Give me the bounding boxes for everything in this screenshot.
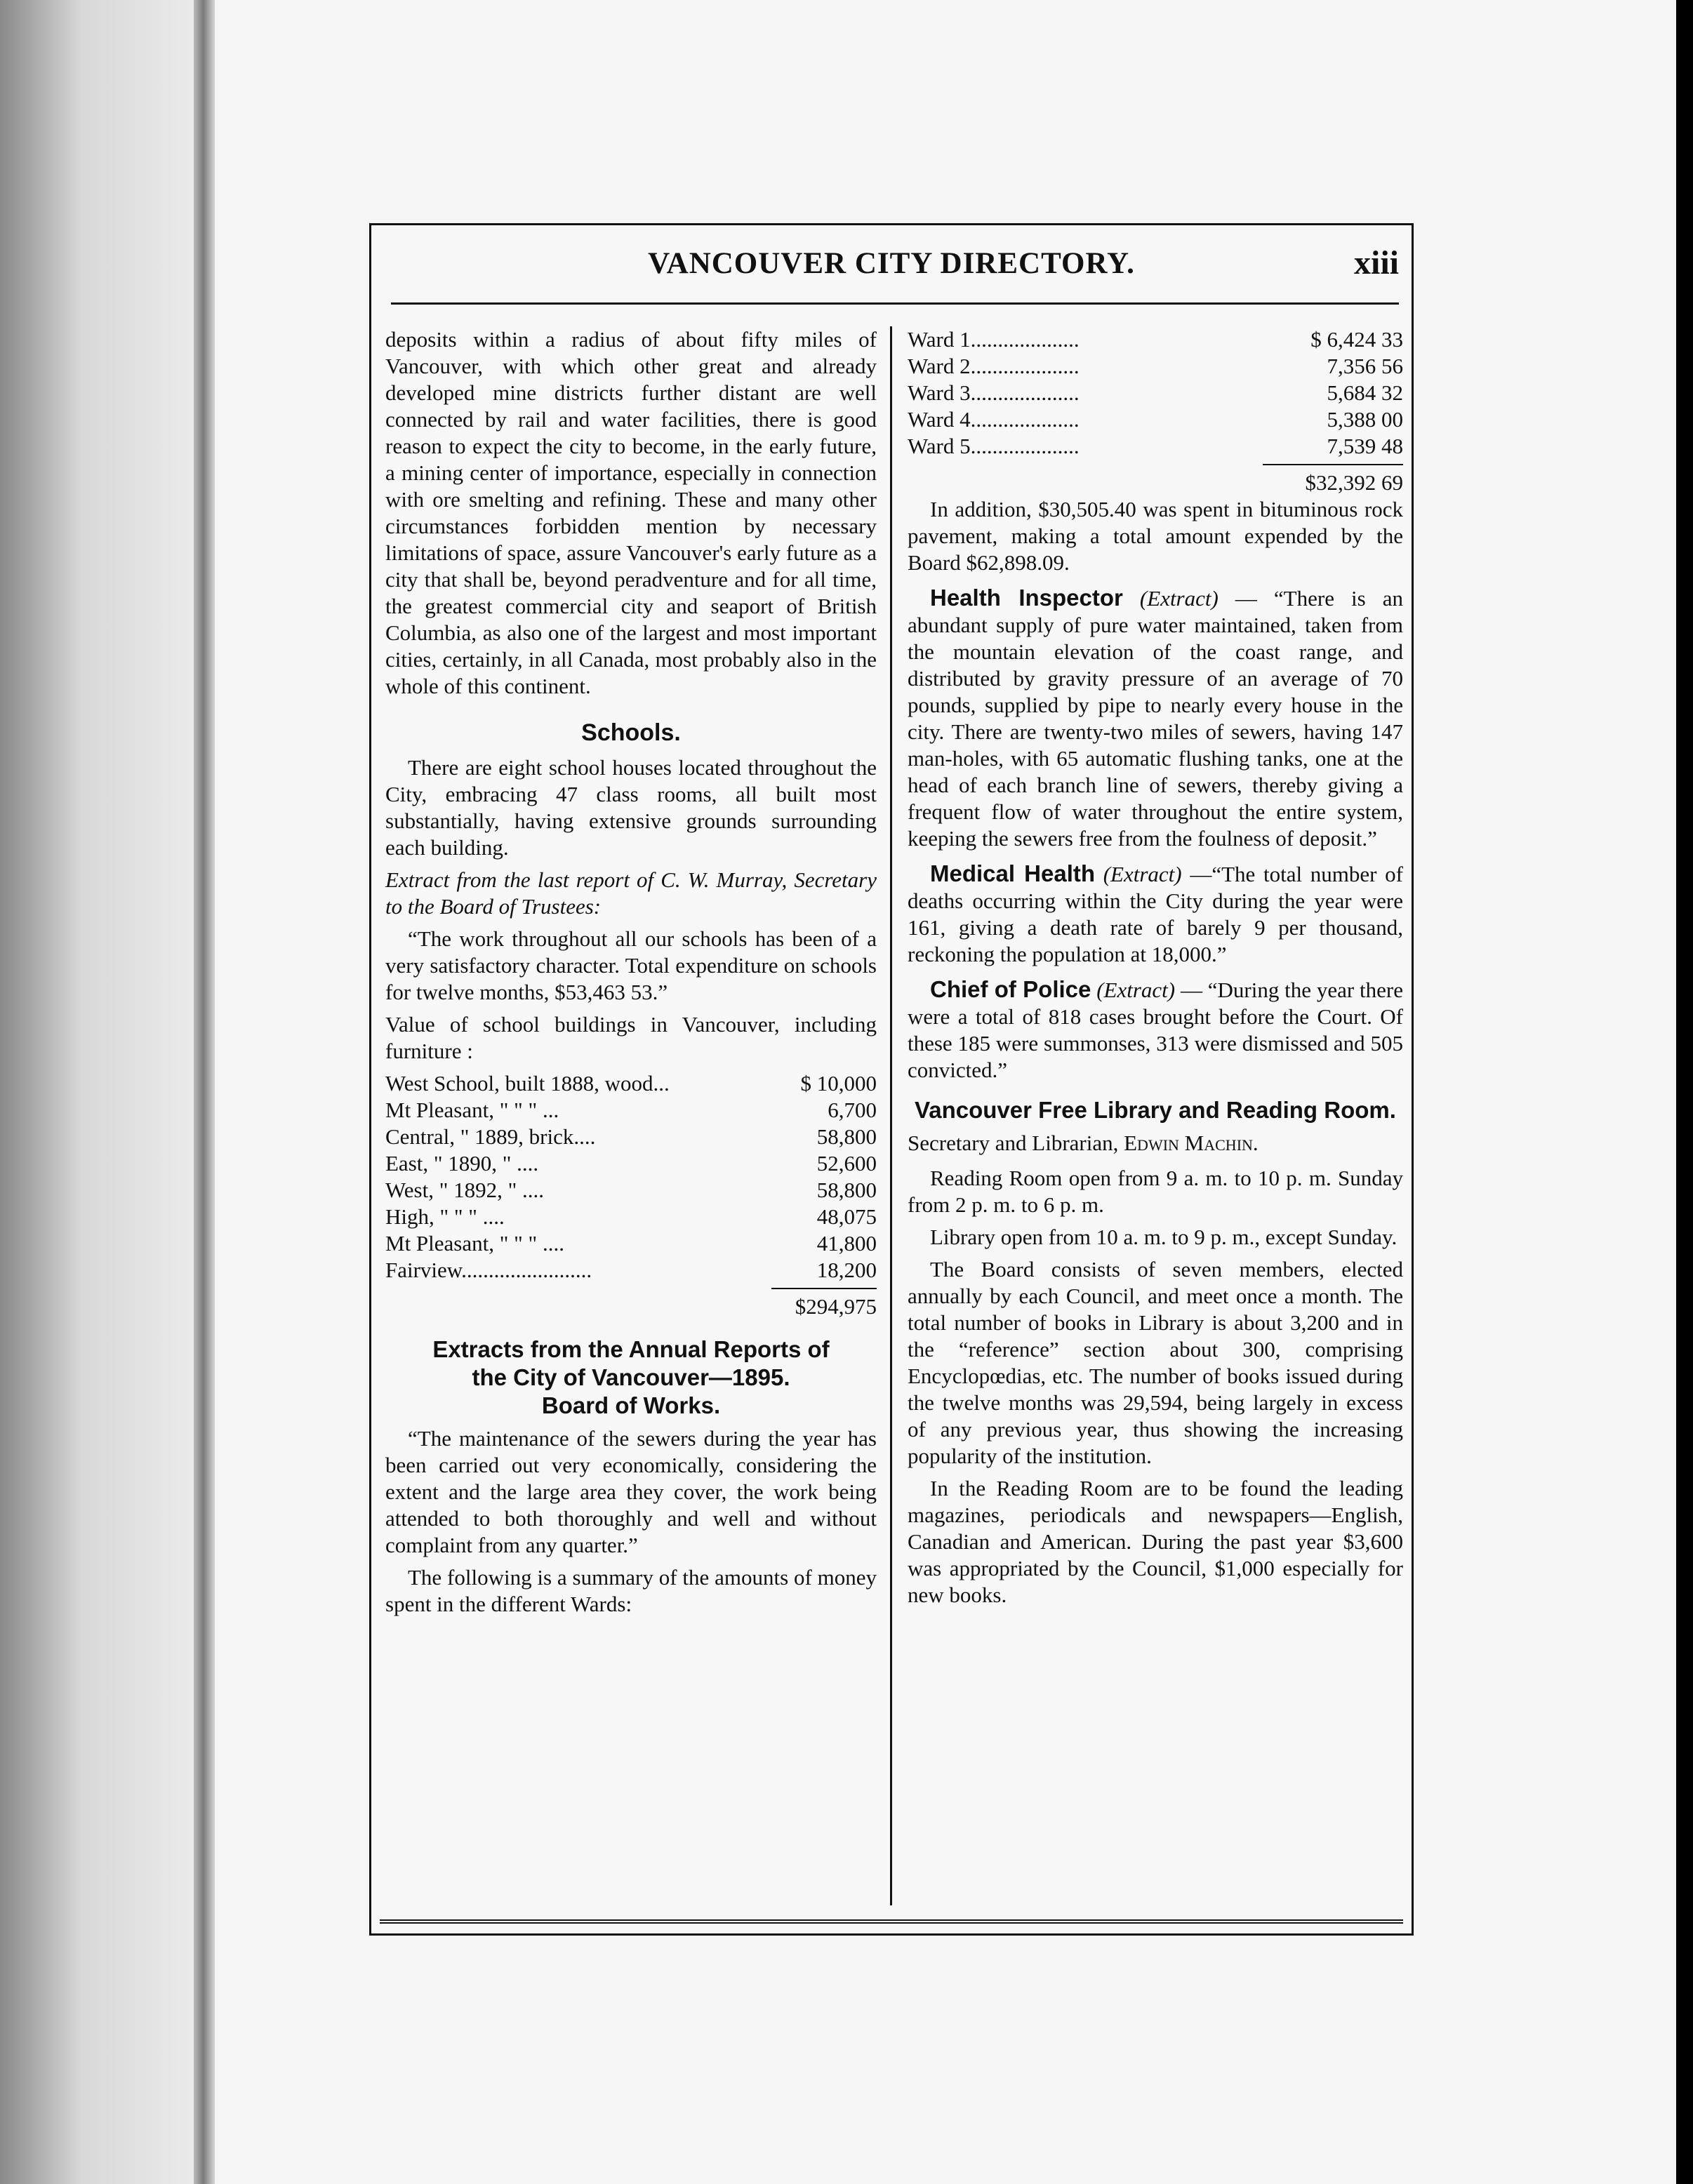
intro-paragraph: deposits within a radius of about fifty miles of Vancouver, with which other great and already developed mine districts further distant are well connected by rail and water facilities, there is good reason to expect the city to become, in the early future, a mining center of importance, especially in connection with ore smelting and refining. These and many other circumstances forbidden mention by necessary limitations of space, assure Vancouver's early future as a city that shall be, beyond peradventure and for all time, the greatest commercial city and seaport of British Columbia, as also one of the largest and most important cities, certainly, in all Canada, most probably also in the whole of this continent. bbox=[385, 327, 877, 698]
board-quote: “The maintenance of the sewers during the year has been carried out very economically, considering the extent and the large area they cover, the work being attended to both thoroughly and well and without complaint from any quarter.” bbox=[385, 1426, 877, 1557]
row-amount: $ 10,000 bbox=[800, 1071, 877, 1096]
board-paragraph: The Board consists of seven members, elected annually by each Council, and meet once a month. The total number of books in Library is about 3,200 and in the “reference” section about 300, comprising Encyclopœdias, etc. The number of books issued during the twelve months was 29,594, being largely in excess of any previous year, thus showing the increasing popularity of the institution. bbox=[908, 1257, 1403, 1468]
medical-health-heading: Medical Health bbox=[930, 860, 1096, 886]
row-amount: 5,388 00 bbox=[1327, 407, 1403, 432]
librarian-name: Edwin Machin. bbox=[1124, 1131, 1259, 1155]
addition-paragraph: In addition, $30,505.40 was spent in bituminous rock pavement, making a total amount expended by the Board $62,898.09. bbox=[908, 497, 1403, 575]
row-amount: 52,600 bbox=[816, 1151, 877, 1176]
row-amount: 7,356 56 bbox=[1327, 354, 1403, 378]
left-column bbox=[385, 326, 877, 1623]
sum-rule bbox=[771, 1288, 877, 1289]
extracts-heading-line2: the City of Vancouver—1895. bbox=[472, 1364, 790, 1390]
right-column bbox=[908, 326, 1403, 1614]
row-label: High, " " " .... bbox=[385, 1204, 505, 1229]
running-header bbox=[371, 225, 1412, 297]
table-row bbox=[385, 1204, 877, 1230]
row-label: Ward 4.................... bbox=[908, 407, 1080, 432]
facing-page bbox=[0, 0, 205, 2184]
row-label: Mt Pleasant, " " " ... bbox=[385, 1098, 559, 1122]
row-label: West, " 1892, " .... bbox=[385, 1178, 545, 1202]
row-label: West School, built 1888, wood... bbox=[385, 1071, 670, 1096]
row-label: Mt Pleasant, " " " .... bbox=[385, 1231, 564, 1256]
row-label: Central, " 1889, brick.... bbox=[385, 1124, 596, 1149]
board-of-works-heading: Board of Works. bbox=[541, 1392, 721, 1418]
librarian-line bbox=[908, 1130, 1403, 1157]
row-label: Ward 1.................... bbox=[908, 327, 1080, 352]
library-heading: Vancouver Free Library and Reading Room. bbox=[915, 1097, 1396, 1123]
chief-of-police-text: — “During the year there were a total of 818 cases brought before the Court. Of these 185 were summonses, 313 were dismissed and 505 convicted.” bbox=[908, 978, 1404, 1082]
ward-table bbox=[908, 326, 1403, 496]
table-row bbox=[385, 1124, 877, 1150]
row-amount: 7,539 48 bbox=[1327, 434, 1403, 458]
health-inspector-text: — “There is an abundant supply of pure water maintained, taken from the mountain elevation of the coast range, and distributed by gravity pressure of an average of 70 pounds, supplied by pipe to nearly every house in the city. There are twenty-two miles of sewers, having 147 man-holes, with 65 automatic flushing tanks, one at the head of each branch line of sewers, thereby giving a frequent flow of water throughout the entire system, keeping the sewers free from the foulness of deposit.” bbox=[908, 586, 1404, 851]
row-amount: 58,800 bbox=[816, 1124, 877, 1149]
row-label: Fairview........................ bbox=[385, 1258, 592, 1282]
medical-health-text: —“The total number of deaths occurring within the City during the year were 161, giving a death rate of barely 9 per thousand, reckoning the population at 18,000.” bbox=[908, 862, 1403, 966]
table-row bbox=[908, 433, 1403, 460]
table-row bbox=[385, 1257, 877, 1284]
table-row bbox=[908, 353, 1403, 380]
page-number: xiii bbox=[1353, 244, 1399, 281]
row-label: Ward 5.................... bbox=[908, 434, 1080, 458]
extract-label: (Extract) bbox=[1139, 586, 1219, 611]
row-amount: 18,200 bbox=[816, 1258, 877, 1282]
table-row bbox=[908, 380, 1403, 406]
reading-room-paragraph: In the Reading Room are to be found the leading magazines, periodicals and newspapers—English, Canadian and American. During the past year $3,600 was appropriated by the Council, $1,000 especially for new books. bbox=[908, 1476, 1403, 1607]
medical-health-paragraph bbox=[908, 860, 1403, 968]
schools-heading: Schools. bbox=[581, 719, 681, 746]
chief-of-police-paragraph bbox=[908, 976, 1403, 1084]
row-amount: 41,800 bbox=[816, 1231, 877, 1256]
schools-paragraph: There are eight school houses located throughout the City, embracing 47 class rooms, all built most substantially, having extensive grounds surrounding each building. bbox=[385, 755, 877, 860]
row-amount: 48,075 bbox=[816, 1204, 877, 1229]
table-row bbox=[908, 326, 1403, 353]
page-frame bbox=[369, 223, 1414, 1936]
row-amount: 6,700 bbox=[828, 1098, 877, 1122]
table-row bbox=[385, 1070, 877, 1097]
library-hours: Library open from 10 a. m. to 9 p. m., except Sunday. bbox=[930, 1225, 1397, 1249]
extracts-heading-line1: Extracts from the Annual Reports of bbox=[432, 1336, 830, 1362]
table-row bbox=[385, 1150, 877, 1177]
librarian-label: Secretary and Librarian, bbox=[908, 1131, 1119, 1155]
school-total: $294,975 bbox=[795, 1294, 877, 1319]
book-gutter bbox=[194, 0, 215, 2184]
row-label: Ward 3.................... bbox=[908, 380, 1080, 405]
row-amount: 58,800 bbox=[816, 1178, 877, 1202]
school-values-table bbox=[385, 1070, 877, 1320]
column-divider bbox=[890, 326, 892, 1905]
extract-label: (Extract) bbox=[1103, 862, 1182, 886]
header-rule bbox=[391, 302, 1399, 305]
table-row bbox=[385, 1177, 877, 1204]
table-row bbox=[385, 1097, 877, 1124]
row-amount: $ 6,424 33 bbox=[1310, 327, 1403, 352]
chief-of-police-heading: Chief of Police bbox=[930, 976, 1091, 1002]
page-title: VANCOUVER CITY DIRECTORY. bbox=[648, 247, 1135, 280]
table-row bbox=[908, 406, 1403, 433]
summary-paragraph: The following is a summary of the amounts of money spent in the different Wards: bbox=[385, 1565, 877, 1616]
sum-rule bbox=[1263, 464, 1403, 465]
value-intro: Value of school buildings in Vancouver, including furniture : bbox=[385, 1012, 877, 1063]
extract-note: Extract from the last report of C. W. Murray, Secretary to the Board of Trustees: bbox=[385, 867, 877, 919]
extract-label: (Extract) bbox=[1096, 978, 1176, 1002]
health-inspector-heading: Health Inspector bbox=[930, 585, 1123, 611]
extracts-heading bbox=[385, 1336, 877, 1420]
table-row bbox=[385, 1230, 877, 1257]
row-amount: 5,684 32 bbox=[1327, 380, 1403, 405]
row-label: East, " 1890, " .... bbox=[385, 1151, 539, 1176]
bottom-rule bbox=[380, 1919, 1403, 1924]
ward-total: $32,392 69 bbox=[1305, 470, 1403, 495]
reading-room-hours: Reading Room open from 9 a. m. to 10 p. m. Sunday from 2 p. m. to 6 p. m. bbox=[908, 1166, 1403, 1217]
row-label: Ward 2.................... bbox=[908, 354, 1080, 378]
health-inspector-paragraph bbox=[908, 585, 1403, 852]
trustees-quote: “The work throughout all our schools has been of a very satisfactory character. Total expenditure on schools for twelve months, $53,463 53.” bbox=[385, 926, 877, 1004]
